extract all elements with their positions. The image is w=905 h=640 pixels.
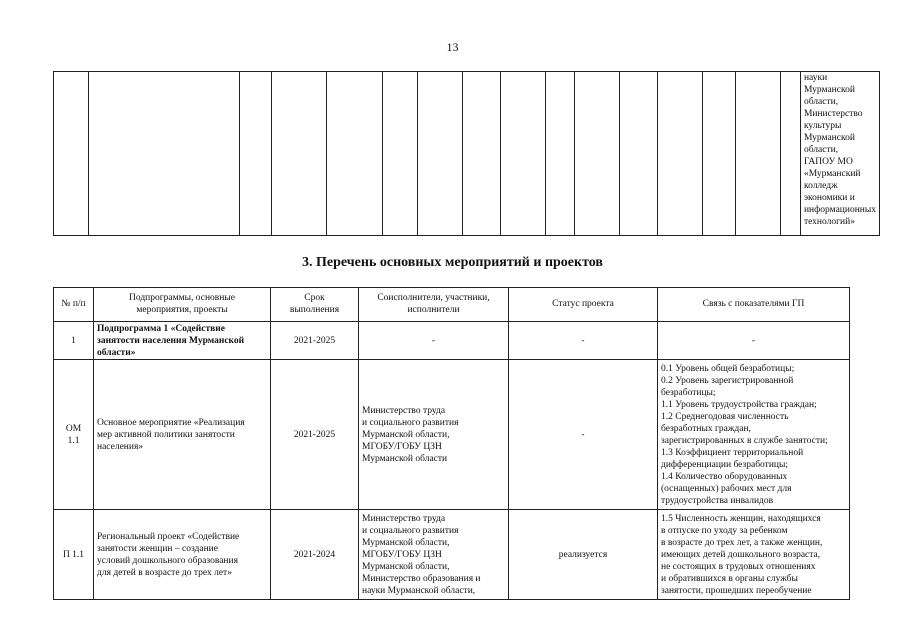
row-indicators: -	[658, 322, 850, 360]
table-cell	[418, 72, 463, 236]
row-status: -	[509, 322, 658, 360]
text-line: Министерство	[803, 109, 863, 119]
table-cell	[620, 72, 657, 236]
row-executors: -	[359, 322, 509, 360]
row-status: реализуется	[509, 510, 658, 600]
text-line: «Мурманский	[803, 169, 861, 179]
text-line: ГАПОУ МО	[803, 157, 853, 167]
section-title: 3. Перечень основных мероприятий и проектов	[302, 255, 603, 270]
text-line: экономики и	[803, 193, 855, 203]
row-name: Подпрограмма 1 «Содействие занятости населения Мурманской области»	[94, 322, 271, 360]
table-row	[54, 510, 850, 600]
table-cell	[54, 72, 89, 236]
text-line: информационных	[803, 205, 876, 215]
header-period: Срок выполнения	[271, 288, 359, 322]
row-indicators: 0.1 Уровень общей безработицы; 0.2 Уровень зарегистрированной безработицы; 1.1 Уровень трудоустройства граждан; 1.2 Среднегодовая численность безработных граждан, зарегистрированных в службе занятости; 1.3 Коэффициент территориальной дифференциации безработицы; 1.4 Количество оборудованных (оснащенных) рабочих мест для трудоустройства инвалидов	[658, 360, 850, 510]
table-cell	[88, 72, 239, 236]
text-line: области,	[803, 145, 839, 155]
table-cell-executors	[800, 72, 879, 236]
table-cell	[575, 72, 620, 236]
header-number: № п/п	[54, 288, 94, 322]
table-cell	[463, 72, 500, 236]
table-header-row	[54, 288, 850, 322]
text-line: технологий»	[803, 217, 855, 227]
table-cell	[657, 72, 702, 236]
table-cell	[545, 72, 575, 236]
text-line: науки	[803, 73, 828, 83]
row-period: 2021-2025	[271, 360, 359, 510]
row-name: Региональный проект «Содействие занятости женщин – создание условий дошкольного образования для детей в возрасте до трех лет»	[94, 510, 271, 600]
row-period: 2021-2025	[271, 322, 359, 360]
row-number: 1	[54, 322, 94, 360]
text-line: Мурманской	[803, 85, 855, 95]
continued-table	[53, 71, 880, 236]
row-period: 2021-2024	[271, 510, 359, 600]
measures-table	[53, 287, 850, 600]
table-cell	[702, 72, 735, 236]
header-status: Статус проекта	[509, 288, 658, 322]
text-line: колледж	[803, 181, 838, 191]
row-number: П 1.1	[54, 510, 94, 600]
row-indicators: 1.5 Численность женщин, находящихся в отпуске по уходу за ребенком в возрасте до трех лет, а также женщин, имеющих детей дошкольного возраста, не состоящих в трудовых отношениях и обратившихся в органы службы занятости, прошедших переобучение	[658, 510, 850, 600]
row-executors: Министерство труда и социального развития Мурманской области, МГОБУ/ГОБУ ЦЗН Мурманской области, Министерство образования и науки Мурманской области,	[359, 510, 509, 600]
table-row	[54, 72, 880, 236]
text-line: Мурманской	[803, 133, 855, 143]
row-number: ОМ 1.1	[54, 360, 94, 510]
table-cell	[327, 72, 382, 236]
header-executors: Соисполнители, участники, исполнители	[359, 288, 509, 322]
row-status: -	[509, 360, 658, 510]
table-cell	[382, 72, 418, 236]
text-line: области,	[803, 97, 839, 107]
table-cell	[240, 72, 272, 236]
table-cell	[271, 72, 326, 236]
row-name: Основное мероприятие «Реализация мер активной политики занятости населения»	[94, 360, 271, 510]
table-row	[54, 360, 850, 510]
header-indicators: Связь с показателями ГП	[658, 288, 850, 322]
text-line: культуры	[803, 121, 842, 131]
table-cell	[780, 72, 800, 236]
row-executors: Министерство труда и социального развития Мурманской области, МГОБУ/ГОБУ ЦЗН Мурманской области	[359, 360, 509, 510]
page-number: 13	[446, 40, 459, 54]
header-programs: Подпрограммы, основные мероприятия, проекты	[94, 288, 271, 322]
table-cell	[735, 72, 780, 236]
table-row	[54, 322, 850, 360]
table-cell	[500, 72, 545, 236]
